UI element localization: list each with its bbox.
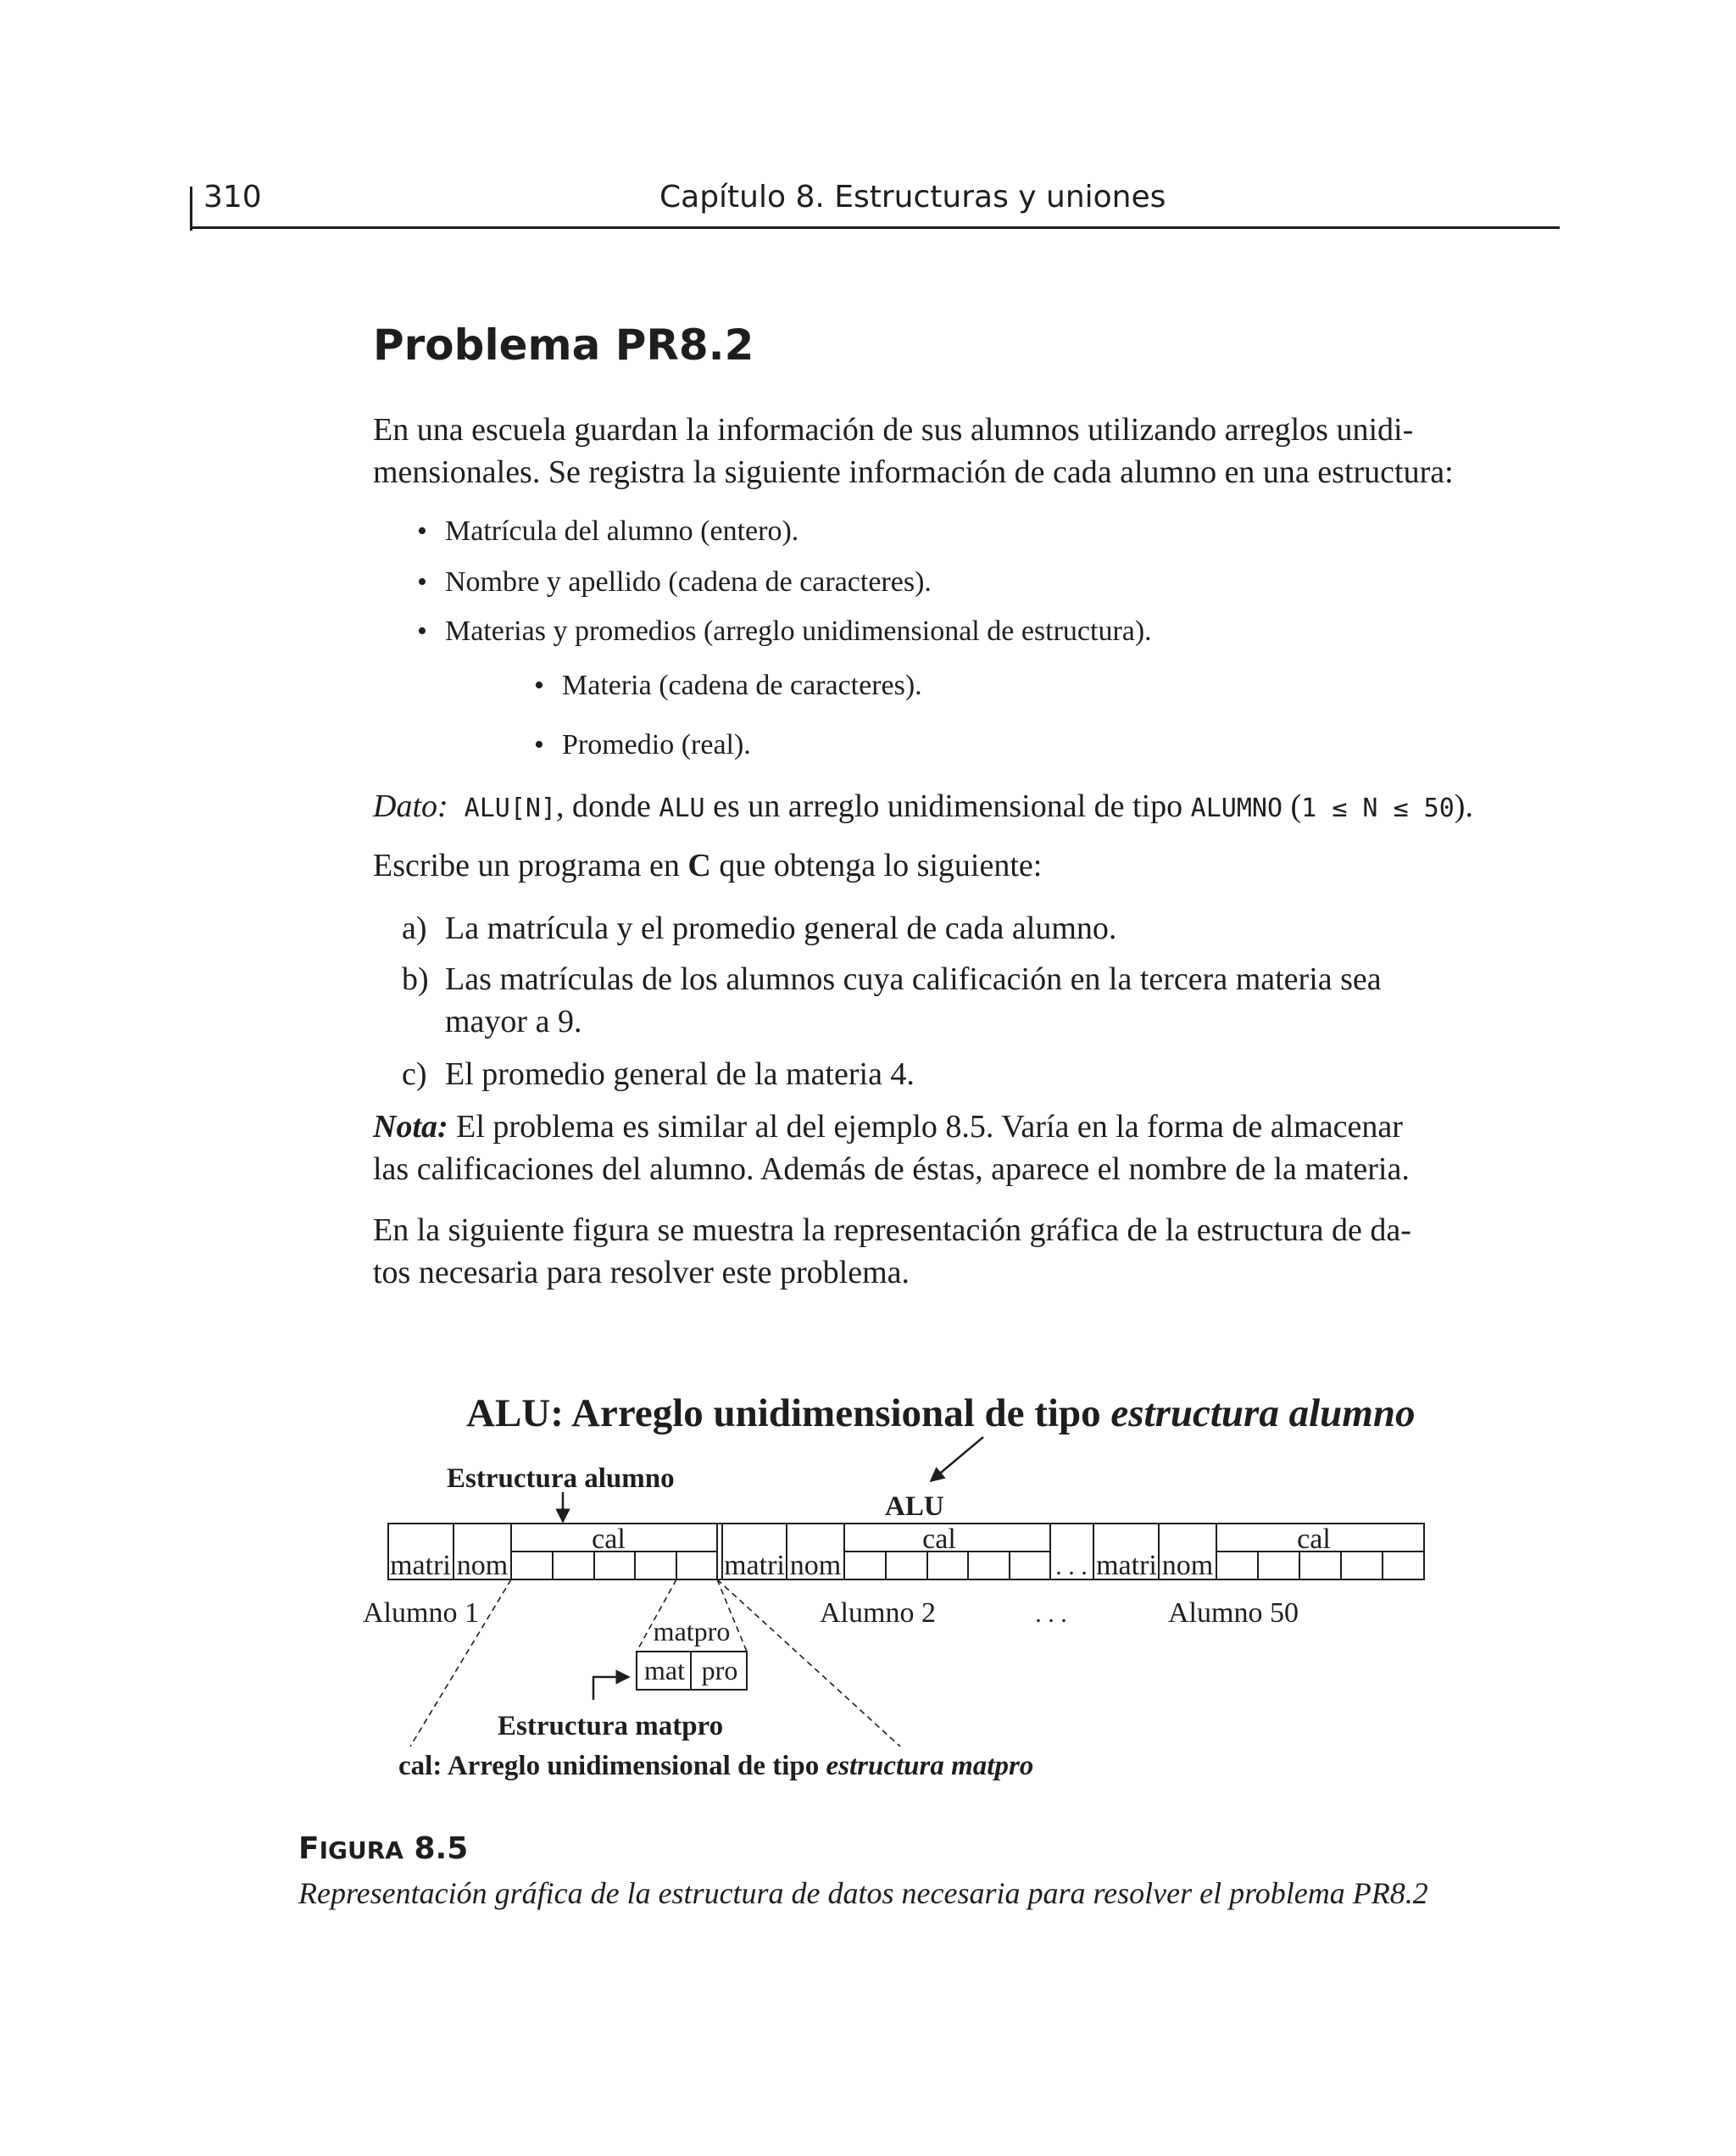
figure-label-smallcaps: IGURA: [319, 1836, 403, 1864]
figure-label: [298, 1831, 468, 1866]
bullet-item: Nombre y apellido (cadena de caracteres).: [445, 566, 932, 598]
nota-text: El problema es similar al del ejemplo 8.5. Varía en la forma de almacenar: [448, 1109, 1403, 1145]
problem-title: Problema PR8.2: [373, 320, 754, 370]
figure-caption: Representación gráfica de la estructura de datos necesaria para resolver el problema PR8.2: [298, 1876, 1428, 1910]
nota-label: Nota:: [373, 1109, 448, 1145]
bullet-symbol: •: [417, 566, 427, 598]
estructura-alumno-label: Estructura alumno: [447, 1463, 675, 1494]
field-matri: matri: [390, 1550, 451, 1581]
item-marker: a): [402, 911, 427, 946]
page-number: 310: [203, 180, 262, 214]
dato-code-range: 1 ≤ N ≤ 50: [1301, 794, 1455, 823]
field-pro: pro: [701, 1655, 738, 1685]
item-text: La matrícula y el promedio general de cada alumno.: [445, 911, 1117, 946]
figure-title-bold: ALU: Arreglo unidimensional de tipo: [466, 1391, 1111, 1435]
dato-text: (: [1283, 788, 1302, 824]
sub-bullet-symbol: •: [534, 670, 544, 701]
field-cal: cal: [922, 1524, 956, 1555]
item-marker: b): [402, 961, 429, 997]
field-mat: mat: [644, 1655, 685, 1685]
bullet-item: Materias y promedios (arreglo unidimensional de estructura).: [445, 616, 1152, 647]
field-matri: matri: [1096, 1550, 1157, 1581]
running-head: Capítulo 8. Estructuras y uniones: [659, 180, 1166, 214]
alumno-label: Alumno 2: [820, 1597, 936, 1629]
cal-caption-bold: cal: Arreglo unidimensional de tipo: [398, 1751, 826, 1781]
item-text: mayor a 9.: [445, 1004, 582, 1039]
sub-bullet-symbol: •: [534, 729, 544, 760]
field-nom: nom: [456, 1550, 509, 1581]
intro-line-1: En una escuela guardan la información de sus alumnos utilizando arreglos unidi-: [373, 412, 1414, 448]
field-cal: cal: [592, 1524, 626, 1555]
estructura-matpro-label: Estructura matpro: [498, 1711, 724, 1741]
intro-line-2: mensionales. Se registra la siguiente información de cada alumno en una estructura:: [373, 454, 1454, 490]
figure-label-number: 8.5: [403, 1831, 469, 1866]
dato-code-alu-n: ALU[N]: [464, 794, 557, 823]
dato-text: ).: [1454, 788, 1473, 824]
alumno-label: Alumno 50: [1168, 1597, 1299, 1629]
alu-label: ALU: [885, 1491, 944, 1522]
figure-title-italic: estructura alumno: [1110, 1391, 1416, 1435]
figure-label-initial: F: [298, 1831, 320, 1866]
dato-code-alumno: ALUMNO: [1190, 794, 1283, 823]
sub-bullet-item: Promedio (real).: [562, 729, 751, 760]
item-marker: c): [402, 1056, 427, 1092]
task-language: C: [687, 848, 711, 883]
arrow-alu: [931, 1437, 983, 1481]
fig-intro-line-1: En la siguiente figura se muestra la representación gráfica de la estructura de da-: [373, 1212, 1411, 1248]
field-matpro: matpro: [653, 1616, 731, 1646]
field-nom: nom: [1161, 1550, 1214, 1581]
bullet-symbol: •: [417, 515, 427, 547]
item-text: El promedio general de la materia 4.: [445, 1056, 915, 1092]
field-nom: nom: [789, 1550, 842, 1581]
task-text: Escribe un programa en: [373, 848, 688, 883]
dato-code-alu: ALU: [659, 794, 705, 823]
bullet-symbol: •: [417, 616, 427, 647]
field-cal: cal: [1297, 1524, 1331, 1555]
alumno-label: Alumno 1: [363, 1597, 479, 1629]
field-matri: matri: [724, 1550, 785, 1581]
fig-intro-line-2: tos necesaria para resolver este problema.: [373, 1255, 910, 1290]
sub-bullet-item: Materia (cadena de caracteres).: [562, 670, 922, 701]
ellipsis-cells: . . .: [1055, 1552, 1088, 1580]
task-text: que obtenga lo siguiente:: [710, 848, 1043, 883]
arrow-estructura-matpro: [593, 1677, 629, 1700]
cal-caption: [398, 1751, 1033, 1781]
cal-caption-italic: estructura matpro: [826, 1751, 1034, 1781]
ellipsis-labels: . . .: [1035, 1600, 1067, 1628]
dato-label: Dato:: [373, 788, 448, 824]
bullet-item: Matrícula del alumno (entero).: [445, 515, 799, 547]
dato-text: es un arreglo unidimensional de tipo: [704, 788, 1191, 824]
item-text: Las matrículas de los alumnos cuya calificación en la tercera materia sea: [445, 961, 1382, 997]
nota-line-2: las calificaciones del alumno. Además de éstas, aparece el nombre de la materia.: [373, 1151, 1410, 1187]
dato-text: , donde: [556, 788, 659, 824]
